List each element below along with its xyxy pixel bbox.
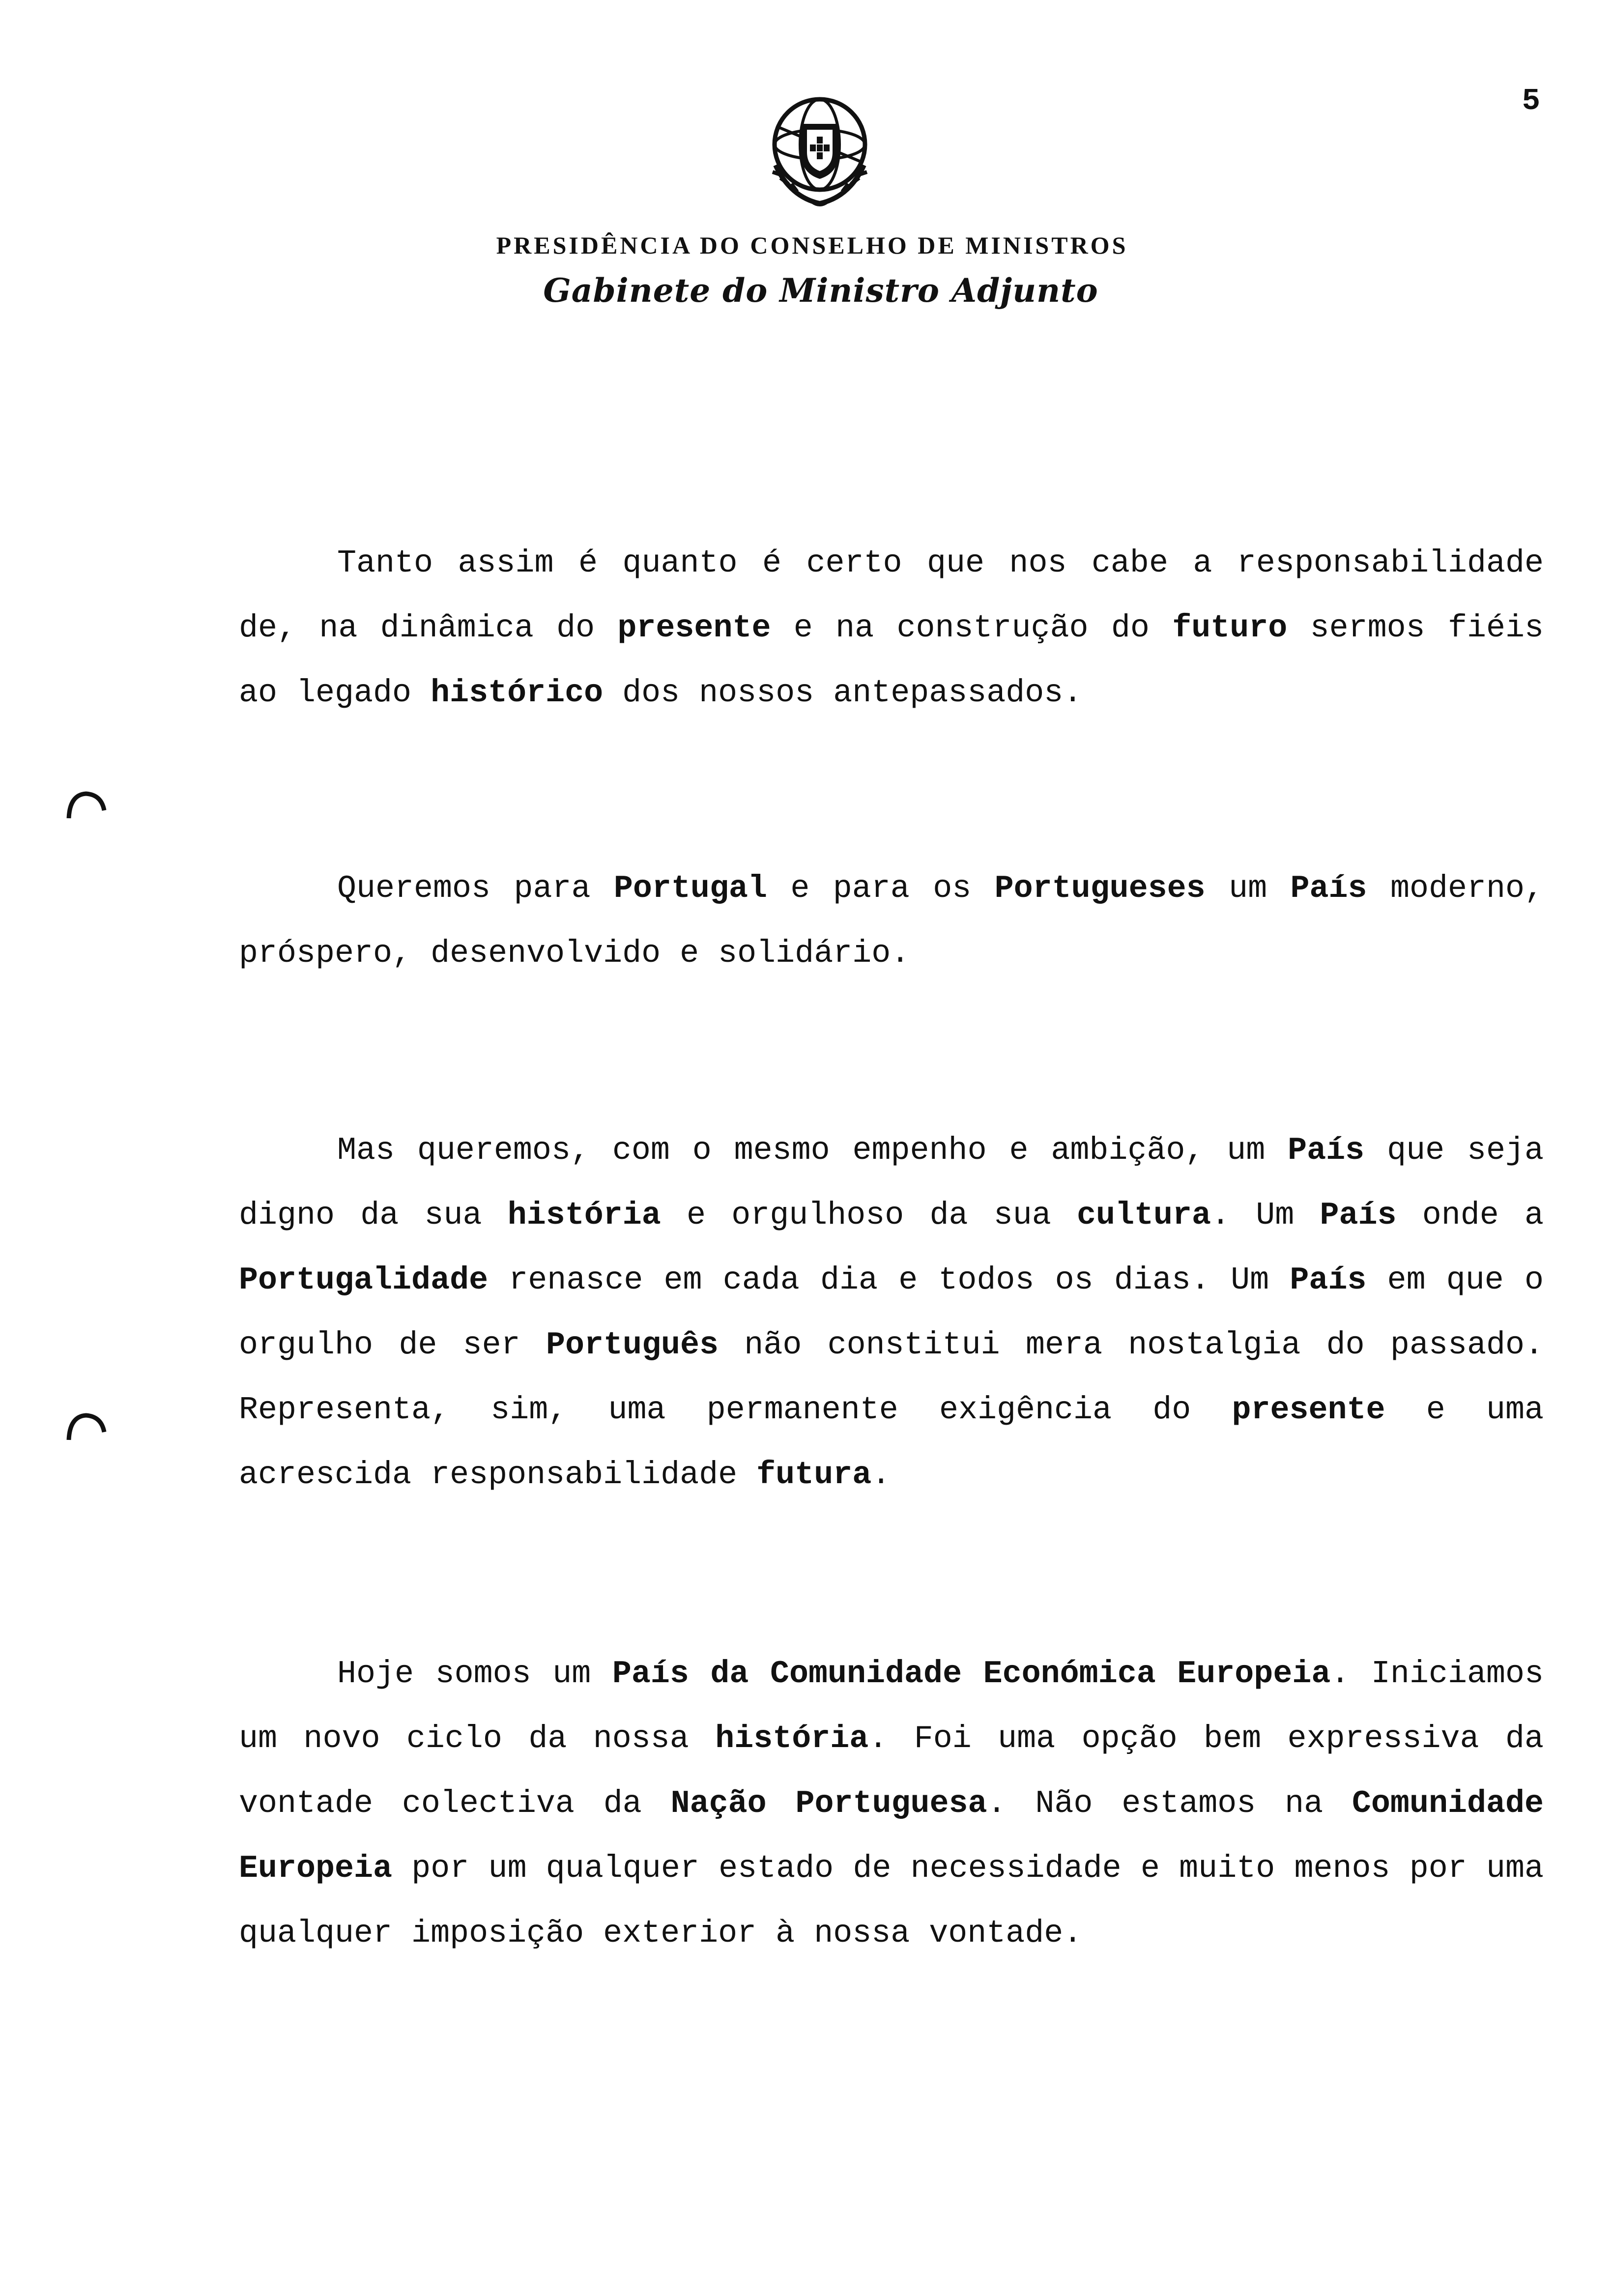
paragraph-text: Queremos para	[337, 870, 614, 907]
emphasized-text: Portugalidade	[239, 1262, 489, 1298]
emphasized-text: futura	[756, 1457, 872, 1493]
paragraph-text: e na construção do	[771, 610, 1173, 646]
emphasized-text: País	[1290, 870, 1367, 907]
paragraph-text: . Não estamos na	[987, 1785, 1352, 1822]
emphasized-text: País	[1288, 1132, 1365, 1169]
paragraph-text: renasce em cada dia e todos os dias. Um	[488, 1262, 1290, 1298]
paragraph-text: um	[1205, 870, 1291, 907]
paragraph-text: e para os	[767, 870, 995, 907]
paragraph-text: . Um	[1211, 1197, 1320, 1234]
emphasized-text: Português	[546, 1327, 719, 1363]
paragraph-text: . Foi uma opção bem expressiva da vontade colectiva da	[239, 1721, 1544, 1822]
punch-hole-mark-icon	[64, 789, 108, 823]
emphasized-text: Portugueses	[994, 870, 1206, 907]
emphasized-text: presente	[1232, 1392, 1385, 1428]
emphasized-text: País	[1290, 1262, 1367, 1298]
emphasized-text: cultura	[1076, 1197, 1211, 1234]
paragraph-text: onde a	[1396, 1197, 1544, 1234]
emphasized-text: presente	[617, 610, 771, 646]
paragraph-text: moderno, próspero, desenvolvido e solidário.	[239, 870, 1544, 972]
paragraph-1	[239, 531, 1544, 725]
punch-hole-mark-icon	[64, 1410, 108, 1445]
paragraph-text: não constitui mera nostalgia do passado. Representa, sim, uma permanente exigência do	[239, 1327, 1544, 1428]
paragraph-text: e uma acrescida responsabilidade	[239, 1392, 1544, 1493]
paragraph-text: . Iniciamos um novo ciclo da nossa	[239, 1656, 1544, 1757]
portuguese-coat-of-arms-icon	[756, 91, 884, 209]
paragraph-4	[239, 1641, 1544, 1966]
header-subtitle: Gabinete do Ministro Adjunto	[543, 271, 1098, 310]
emphasized-text: País	[1320, 1197, 1397, 1234]
paragraph-2	[239, 856, 1544, 986]
page-number: 5	[1522, 84, 1540, 118]
paragraph-text: Hoje somos um	[337, 1656, 612, 1692]
paragraph-text: que seja digno da sua	[239, 1132, 1544, 1234]
emphasized-text: história	[507, 1197, 661, 1234]
emphasized-text: Comunidade Europeia	[239, 1785, 1544, 1887]
emphasized-text: futuro	[1172, 610, 1288, 646]
paragraph-text: sermos fiéis ao legado	[239, 610, 1544, 711]
emphasized-text: histórico	[431, 675, 604, 711]
emphasized-text: País da Comunidade Económica Europeia	[612, 1656, 1331, 1692]
paragraph-text: dos nossos antepassados.	[603, 675, 1083, 711]
emphasized-text: Portugal	[613, 870, 767, 907]
paragraph-3	[239, 1118, 1544, 1507]
emphasized-text: história	[715, 1721, 869, 1757]
paragraph-text: e orgulhoso da sua	[661, 1197, 1077, 1234]
header-title: PRESIDÊNCIA DO CONSELHO DE MINISTROS	[496, 231, 1128, 259]
paragraph-text: por um qualquer estado de necessidade e muito menos por uma qualquer imposição exterior à nossa vontade.	[239, 1850, 1544, 1952]
paragraph-text: .	[871, 1457, 891, 1493]
paragraph-text: em que o orgulho de ser	[239, 1262, 1544, 1363]
emphasized-text: Nação Portuguesa	[670, 1785, 987, 1822]
paragraph-text: Mas queremos, com o mesmo empenho e ambição, um	[337, 1132, 1288, 1169]
paragraph-text: Tanto assim é quanto é certo que nos cabe a responsabilidade de, na dinâmica do	[239, 545, 1544, 646]
